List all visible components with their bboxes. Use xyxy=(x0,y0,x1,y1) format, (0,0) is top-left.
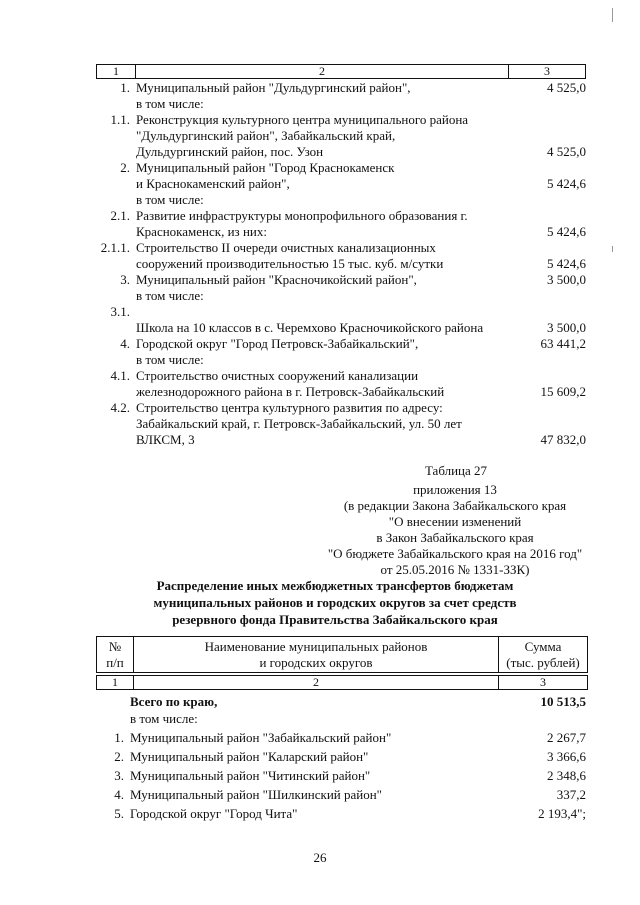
row-name: Реконструкция культурного центра муниципального района "Дульдургинский район", Забайкальский край, Дульдургинский район, пос. Узон xyxy=(136,112,469,159)
table-row xyxy=(96,746,588,765)
table27-body xyxy=(96,692,588,822)
row-name: Муниципальный район "Читинский район" xyxy=(130,768,371,783)
table27-index-row xyxy=(96,675,588,690)
total-label: Всего по краю, xyxy=(130,694,218,709)
total-row xyxy=(96,692,588,710)
caption-line: "О внесении изменений xyxy=(388,514,522,529)
row-name: Муниципальный район "Красночикойский район", xyxy=(136,272,417,287)
table-row xyxy=(96,160,586,192)
caption-line: "О бюджете Забайкальского края на 2016 год" xyxy=(327,546,583,561)
continued-table-header xyxy=(96,64,586,79)
row-sublabel: в том числе: xyxy=(130,711,198,726)
row-sublabel: в том числе: xyxy=(136,352,204,367)
column-header-name: Наименование муниципальных районов и городских округов xyxy=(134,637,499,672)
table-row-sub xyxy=(96,288,586,304)
column-index-1: 1 xyxy=(97,676,134,689)
row-value: 2 193,4"; xyxy=(538,806,586,821)
row-name: Муниципальный район "Город Краснокаменск и Краснокаменский район", xyxy=(136,160,395,191)
row-number: 4.2. xyxy=(110,400,130,415)
scan-mark xyxy=(612,246,613,252)
table-row-sub xyxy=(96,192,586,208)
row-name: Строительство очистных сооружений канализации железнодорожного района в г. Петровск-Забайкальский xyxy=(136,368,445,399)
total-value: 10 513,5 xyxy=(540,694,586,709)
row-name: Муниципальный район "Шилкинский район" xyxy=(130,787,382,802)
heading-line: резервного фонда Правительства Забайкальского края xyxy=(172,612,498,627)
column-index-2: 2 xyxy=(134,676,499,689)
row-name: Развитие инфраструктуры монопрофильного образования г. Краснокаменск, из них: xyxy=(136,208,468,239)
row-sublabel: в том числе: xyxy=(136,288,204,303)
table-row xyxy=(96,727,588,746)
scan-mark xyxy=(612,8,613,22)
row-name: Городской округ "Город Петровск-Забайкальский", xyxy=(136,336,419,351)
row-value: 3 500,0 xyxy=(547,320,586,335)
caption-line: (в редакции Закона Забайкальского края xyxy=(343,498,567,513)
row-value: 15 609,2 xyxy=(540,384,586,399)
row-number: 5. xyxy=(114,806,124,821)
row-name: Строительство II очереди очистных канализационных сооружений производительностью 15 тыс. куб. м/сутки xyxy=(136,240,444,271)
row-name: Строительство центра культурного развития по адресу: Забайкальский край, г. Петровск-Забайкальский, ул. 50 лет ВЛКСМ, 3 xyxy=(136,400,462,447)
table-row xyxy=(96,240,586,272)
row-number: 4.1. xyxy=(110,368,130,383)
table-row xyxy=(96,400,586,448)
row-value: 337,2 xyxy=(556,787,586,802)
row-value: 4 525,0 xyxy=(547,144,586,159)
row-value: 4 525,0 xyxy=(547,80,586,95)
column-index-3: 3 xyxy=(544,64,550,78)
row-number: 2. xyxy=(114,749,124,764)
row-name: Муниципальный район "Забайкальский район" xyxy=(130,730,392,745)
table-row-sub xyxy=(96,710,588,727)
table-row xyxy=(96,765,588,784)
table-row xyxy=(96,208,586,240)
row-value: 2 267,7 xyxy=(547,730,586,745)
column-header-sum: Сумма (тыс. рублей) xyxy=(506,639,580,670)
row-number: 2.1.1. xyxy=(100,240,130,255)
table-row xyxy=(96,784,588,803)
row-number: 1. xyxy=(120,80,130,95)
table-row xyxy=(96,272,586,288)
table-row-sub xyxy=(96,352,586,368)
column-index-2: 2 xyxy=(136,65,509,78)
row-number: 2.1. xyxy=(110,208,130,223)
row-value: 2 348,6 xyxy=(547,768,586,783)
row-number: 1. xyxy=(114,730,124,745)
row-name: Школа на 10 классов в с. Черемхово Красночикойского района xyxy=(136,320,484,335)
row-value: 5 424,6 xyxy=(547,176,586,191)
column-header-number: № п/п xyxy=(97,637,134,672)
table-row xyxy=(96,304,586,336)
row-number: 3. xyxy=(120,272,130,287)
row-name: Муниципальный район "Дульдургинский район", в том числе: xyxy=(136,80,411,111)
continued-table-body xyxy=(96,80,586,448)
row-sublabel: в том числе: xyxy=(136,192,204,207)
heading-line: Распределение иных межбюджетных трансфертов бюджетам xyxy=(156,578,514,593)
table-row xyxy=(96,80,586,112)
section-heading xyxy=(110,577,560,628)
table-row xyxy=(96,368,586,400)
table-caption-title: Таблица 27 xyxy=(424,463,488,478)
heading-line: муниципальных районов и городских округов за счет средств xyxy=(153,595,517,610)
caption-line: в Закон Забайкальского края xyxy=(376,530,534,545)
row-number: 4. xyxy=(120,336,130,351)
row-value: 3 366,6 xyxy=(547,749,586,764)
row-number: 2. xyxy=(120,160,130,175)
table-row xyxy=(96,112,586,160)
row-number: 3. xyxy=(114,768,124,783)
row-value: 5 424,6 xyxy=(547,224,586,239)
table27-header xyxy=(96,636,588,673)
row-value: 47 832,0 xyxy=(540,432,586,447)
row-name: Городской округ "Город Чита" xyxy=(130,806,298,821)
row-number: 3.1. xyxy=(110,304,130,319)
column-index-3: 3 xyxy=(540,675,546,689)
row-name: Муниципальный район "Каларский район" xyxy=(130,749,369,764)
caption-line: от 25.05.2016 № 1331-ЗЗК) xyxy=(380,562,530,577)
table-row xyxy=(96,336,586,352)
row-value: 3 500,0 xyxy=(547,272,586,287)
caption-line: приложения 13 xyxy=(413,482,497,497)
row-number: 1.1. xyxy=(110,112,130,127)
column-index-1: 1 xyxy=(97,65,136,78)
row-value: 5 424,6 xyxy=(547,256,586,271)
row-number: 4. xyxy=(114,787,124,802)
table-caption xyxy=(300,482,610,578)
page-number: 26 xyxy=(313,850,327,865)
table-row xyxy=(96,803,588,822)
row-value: 63 441,2 xyxy=(540,336,586,351)
